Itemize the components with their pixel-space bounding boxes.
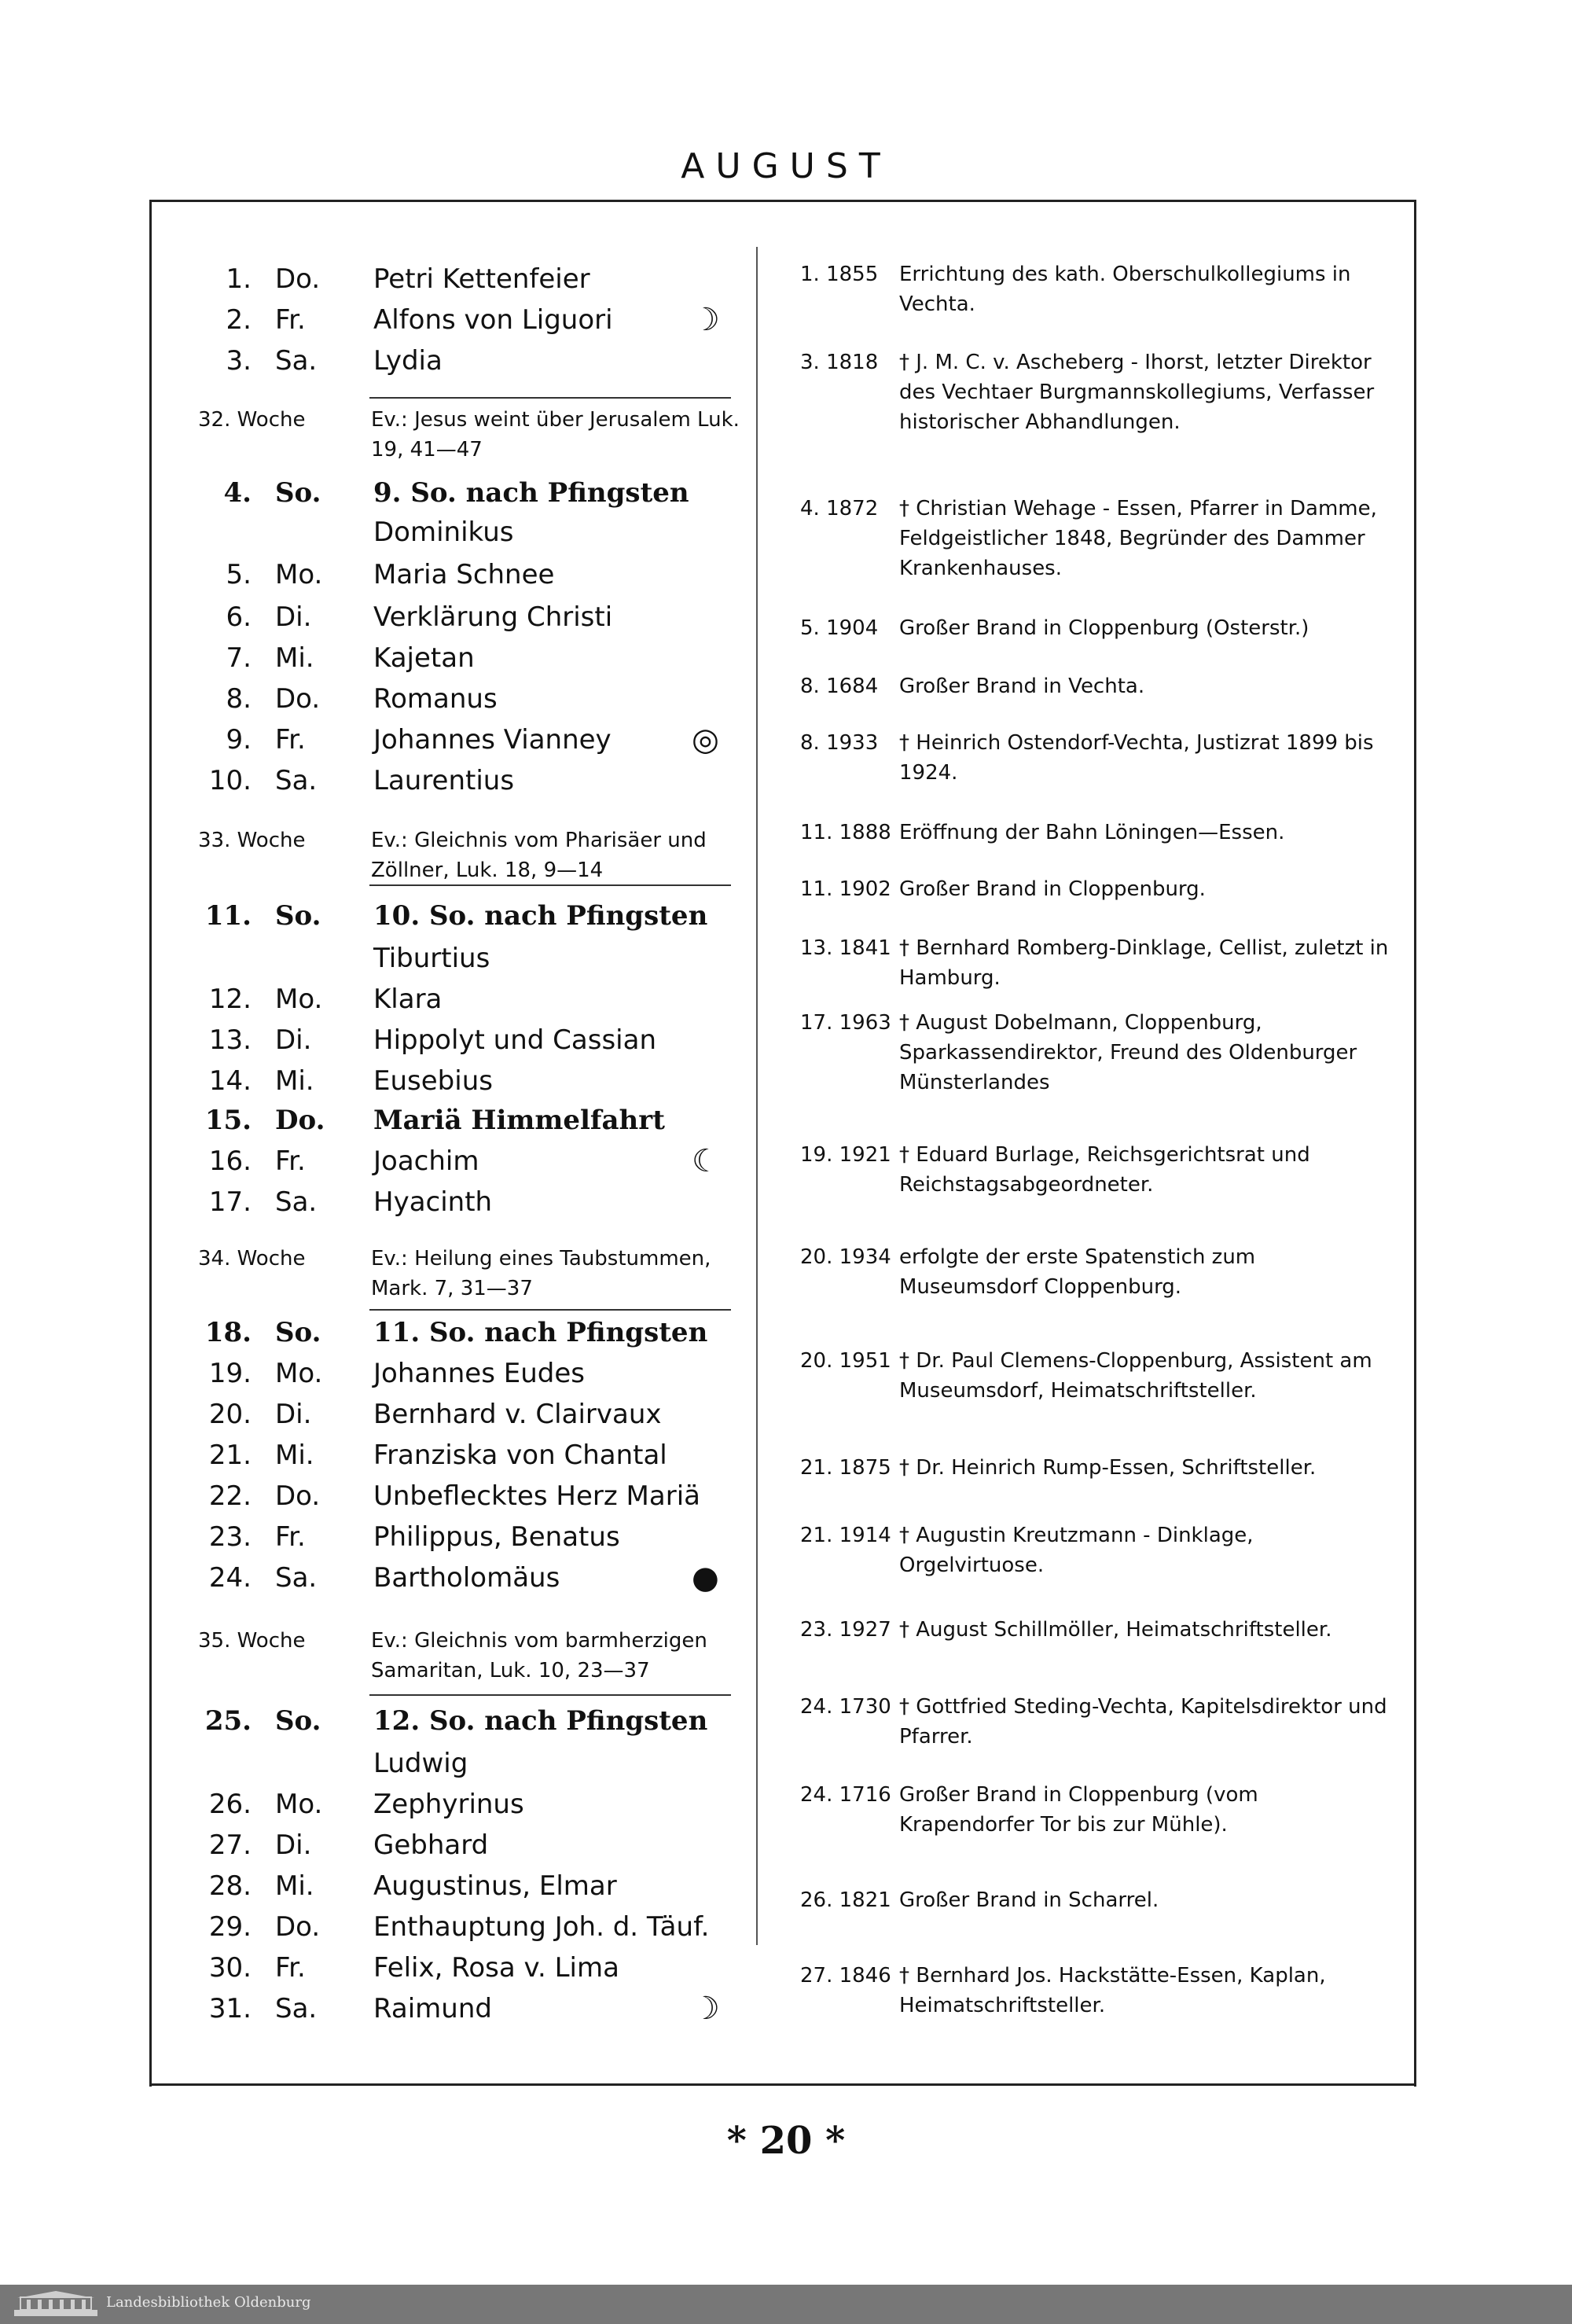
day-number: 22. <box>208 1480 252 1512</box>
event-date: 1. 1855 <box>800 263 879 286</box>
week-separator <box>369 1309 731 1311</box>
day-number: 16. <box>208 1145 252 1177</box>
saint-name: Felix, Rosa v. Lima <box>373 1952 619 1984</box>
event-text: erfolgte der erste Spatenstich zum Museumsdorf Cloppenburg. <box>899 1245 1256 1299</box>
saint-name: Klara <box>373 984 443 1015</box>
weekday: So. <box>275 477 321 509</box>
day-number: 31. <box>208 1993 252 2024</box>
day-number: 27. <box>208 1829 252 1861</box>
day-number: 12. <box>208 984 252 1015</box>
gospel-reading: Ev.: Gleichnis vom Pharisäer und Zöllner, Luk. 18, 9—14 <box>371 829 707 882</box>
event-text: † Bernhard Romberg-Dinklage, Cellist, zuletzt in Hamburg. <box>899 936 1389 990</box>
event-date: 11. 1888 <box>800 821 891 844</box>
weekday: So. <box>275 900 321 932</box>
day-number: 1. <box>226 263 252 295</box>
event-text: † Heinrich Ostendorf-Vechta, Justizrat 1899 bis 1924. <box>899 731 1374 785</box>
moon-phase-icon: ☽ <box>692 302 720 338</box>
weekday: Di. <box>275 1399 312 1430</box>
event-date: 4. 1872 <box>800 497 879 520</box>
saint-name: Enthauptung Joh. d. Täuf. <box>373 1911 710 1943</box>
saint-name: Petri Kettenfeier <box>373 263 590 295</box>
day-number: 25. <box>204 1705 252 1737</box>
weekday: Sa. <box>275 765 318 796</box>
week-separator <box>369 397 731 399</box>
weekday: Mo. <box>275 559 323 590</box>
column-divider <box>756 247 758 1945</box>
saint-name: Raimund <box>373 1993 492 2024</box>
day-number: 3. <box>226 345 252 377</box>
saint-name: Dominikus <box>373 517 514 548</box>
weekday: Fr. <box>275 1145 306 1177</box>
event-date: 13. 1841 <box>800 936 891 960</box>
day-number: 20. <box>208 1399 252 1430</box>
weekday: Do. <box>275 683 321 715</box>
weekday: Mi. <box>275 1440 314 1471</box>
event-text: † August Schillmöller, Heimatschriftsteller. <box>899 1618 1332 1642</box>
event-date: 3. 1818 <box>800 351 879 374</box>
weekday: Fr. <box>275 1952 306 1984</box>
page-title: AUGUST <box>681 146 891 186</box>
saint-name: Augustinus, Elmar <box>373 1870 617 1902</box>
week-separator <box>369 884 731 886</box>
saint-name: Hyacinth <box>373 1186 493 1218</box>
saint-name: Philippus, Benatus <box>373 1521 620 1553</box>
day-number: 30. <box>208 1952 252 1984</box>
event-text: Großer Brand in Vechta. <box>899 675 1145 698</box>
day-number: 10. <box>208 765 252 796</box>
week-label: 34. Woche <box>198 1247 306 1270</box>
day-number: 23. <box>208 1521 252 1553</box>
saint-name: Bernhard v. Clairvaux <box>373 1399 662 1430</box>
weekday: Mi. <box>275 1065 314 1097</box>
weekday: Sa. <box>275 1993 318 2024</box>
library-name: Landesbibliothek Oldenburg <box>106 2294 311 2311</box>
weekday: Do. <box>275 1911 321 1943</box>
day-number: 11. <box>204 900 252 932</box>
saint-name: Bartholomäus <box>373 1562 560 1594</box>
saint-name: Unbeflecktes Herz Mariä <box>373 1480 700 1512</box>
weekday: So. <box>275 1317 321 1348</box>
weekday: Fr. <box>275 304 306 336</box>
day-number: 8. <box>226 683 252 715</box>
event-text: † Bernhard Jos. Hackstätte-Essen, Kaplan, Heimatschriftsteller. <box>899 1964 1326 2017</box>
event-date: 20. 1951 <box>800 1349 891 1373</box>
event-date: 20. 1934 <box>800 1245 891 1269</box>
day-number: 4. <box>223 477 252 509</box>
saint-name: Johannes Vianney <box>373 724 612 756</box>
weekday: Di. <box>275 1829 312 1861</box>
saint-name: Franziska von Chantal <box>373 1440 667 1471</box>
event-text: Errichtung des kath. Oberschulkollegiums in Vechta. <box>899 263 1351 316</box>
event-date: 24. 1716 <box>800 1783 891 1807</box>
moon-phase-icon: ◎ <box>692 722 719 758</box>
moon-phase-icon: ● <box>692 1560 719 1596</box>
event-date: 8. 1933 <box>800 731 879 755</box>
day-number: 26. <box>208 1789 252 1820</box>
event-text: Großer Brand in Cloppenburg. <box>899 877 1206 901</box>
weekday: Di. <box>275 601 312 633</box>
event-text: Großer Brand in Scharrel. <box>899 1888 1159 1912</box>
event-date: 11. 1902 <box>800 877 891 901</box>
weekday: Mi. <box>275 642 314 674</box>
page-number: * 20 * <box>726 2119 846 2163</box>
weekday: Do. <box>275 263 321 295</box>
day-number: 2. <box>226 304 252 336</box>
saint-name: Zephyrinus <box>373 1789 524 1820</box>
library-logo-icon <box>14 2291 97 2318</box>
event-text: † J. M. C. v. Ascheberg - Ihorst, letzter Direktor des Vechtaer Burgmannskollegiums, Verfasser historischer Abhandlungen. <box>899 351 1375 434</box>
moon-phase-icon: ☾ <box>692 1143 720 1179</box>
event-date: 27. 1846 <box>800 1964 891 1988</box>
saint-name: Gebhard <box>373 1829 489 1861</box>
week-separator <box>369 1694 731 1696</box>
event-text: † Eduard Burlage, Reichsgerichtsrat und Reichstagsabgeordneter. <box>899 1143 1310 1197</box>
event-text: † Dr. Paul Clemens-Cloppenburg, Assistent am Museumsdorf, Heimatschriftsteller. <box>899 1349 1372 1403</box>
saint-name: Kajetan <box>373 642 475 674</box>
event-text: † Augustin Kreutzmann - Dinklage, Orgelvirtuose. <box>899 1524 1254 1577</box>
event-date: 23. 1927 <box>800 1618 891 1642</box>
saint-name: Mariä Himmelfahrt <box>373 1105 665 1136</box>
day-number: 14. <box>208 1065 252 1097</box>
saint-name: 9. So. nach Pfingsten <box>373 477 689 509</box>
saint-name: Johannes Eudes <box>373 1358 585 1389</box>
event-date: 21. 1875 <box>800 1456 891 1480</box>
saint-name: 10. So. nach Pfingsten <box>373 900 708 932</box>
event-date: 21. 1914 <box>800 1524 891 1547</box>
event-date: 24. 1730 <box>800 1695 891 1719</box>
weekday: Mo. <box>275 984 323 1015</box>
saint-name: Lydia <box>373 345 443 377</box>
gospel-reading: Ev.: Heilung eines Taubstummen, Mark. 7, 31—37 <box>371 1247 711 1300</box>
day-number: 5. <box>226 559 252 590</box>
event-text: Großer Brand in Cloppenburg (Osterstr.) <box>899 616 1309 640</box>
day-number: 28. <box>208 1870 252 1902</box>
event-text: † Dr. Heinrich Rump-Essen, Schriftsteller. <box>899 1456 1317 1480</box>
footer-bar <box>0 2285 1572 2324</box>
day-number: 21. <box>208 1440 252 1471</box>
gospel-reading: Ev.: Gleichnis vom barmherzigen Samaritan, Luk. 10, 23—37 <box>371 1629 707 1682</box>
weekday: So. <box>275 1705 321 1737</box>
week-label: 33. Woche <box>198 829 306 852</box>
saint-name: 12. So. nach Pfingsten <box>373 1705 708 1737</box>
saint-name: Maria Schnee <box>373 559 555 590</box>
event-date: 19. 1921 <box>800 1143 891 1167</box>
weekday: Di. <box>275 1024 312 1056</box>
moon-phase-icon: ☽ <box>692 1991 720 2027</box>
event-text: Eröffnung der Bahn Löningen—Essen. <box>899 821 1285 844</box>
event-date: 5. 1904 <box>800 616 879 640</box>
event-text: Großer Brand in Cloppenburg (vom Krapendorfer Tor bis zur Mühle). <box>899 1783 1258 1837</box>
weekday: Fr. <box>275 1521 306 1553</box>
saint-name: 11. So. nach Pfingsten <box>373 1317 708 1348</box>
event-text: † August Dobelmann, Cloppenburg, Sparkassendirektor, Freund des Oldenburger Münsterlandes <box>899 1011 1357 1094</box>
day-number: 13. <box>208 1024 252 1056</box>
day-number: 29. <box>208 1911 252 1943</box>
week-label: 35. Woche <box>198 1629 306 1653</box>
day-number: 24. <box>208 1562 252 1594</box>
weekday: Do. <box>275 1480 321 1512</box>
weekday: Do. <box>275 1105 325 1136</box>
day-number: 19. <box>208 1358 252 1389</box>
day-number: 9. <box>226 724 252 756</box>
event-text: † Christian Wehage - Essen, Pfarrer in Damme, Feldgeistlicher 1848, Begründer des Dammer Krankenhauses. <box>899 497 1377 580</box>
event-date: 26. 1821 <box>800 1888 891 1912</box>
event-date: 8. 1684 <box>800 675 879 698</box>
day-number: 17. <box>208 1186 252 1218</box>
weekday: Mi. <box>275 1870 314 1902</box>
weekday: Mo. <box>275 1789 323 1820</box>
saint-name: Verklärung Christi <box>373 601 613 633</box>
weekday: Fr. <box>275 724 306 756</box>
event-text: † Gottfried Steding-Vechta, Kapitelsdirektor und Pfarrer. <box>899 1695 1387 1749</box>
saint-name: Romanus <box>373 683 498 715</box>
event-date: 17. 1963 <box>800 1011 891 1035</box>
saint-name: Ludwig <box>373 1748 468 1779</box>
day-number: 7. <box>226 642 252 674</box>
day-number: 15. <box>204 1105 252 1136</box>
day-number: 18. <box>204 1317 252 1348</box>
weekday: Sa. <box>275 345 318 377</box>
saint-name: Hippolyt und Cassian <box>373 1024 657 1056</box>
weekday: Mo. <box>275 1358 323 1389</box>
saint-name: Eusebius <box>373 1065 493 1097</box>
saint-name: Alfons von Liguori <box>373 304 613 336</box>
saint-name: Tiburtius <box>373 943 490 974</box>
day-number: 6. <box>226 601 252 633</box>
weekday: Sa. <box>275 1186 318 1218</box>
weekday: Sa. <box>275 1562 318 1594</box>
gospel-reading: Ev.: Jesus weint über Jerusalem Luk. 19, 41—47 <box>371 408 740 461</box>
saint-name: Laurentius <box>373 765 515 796</box>
week-label: 32. Woche <box>198 408 306 432</box>
saint-name: Joachim <box>373 1145 479 1177</box>
